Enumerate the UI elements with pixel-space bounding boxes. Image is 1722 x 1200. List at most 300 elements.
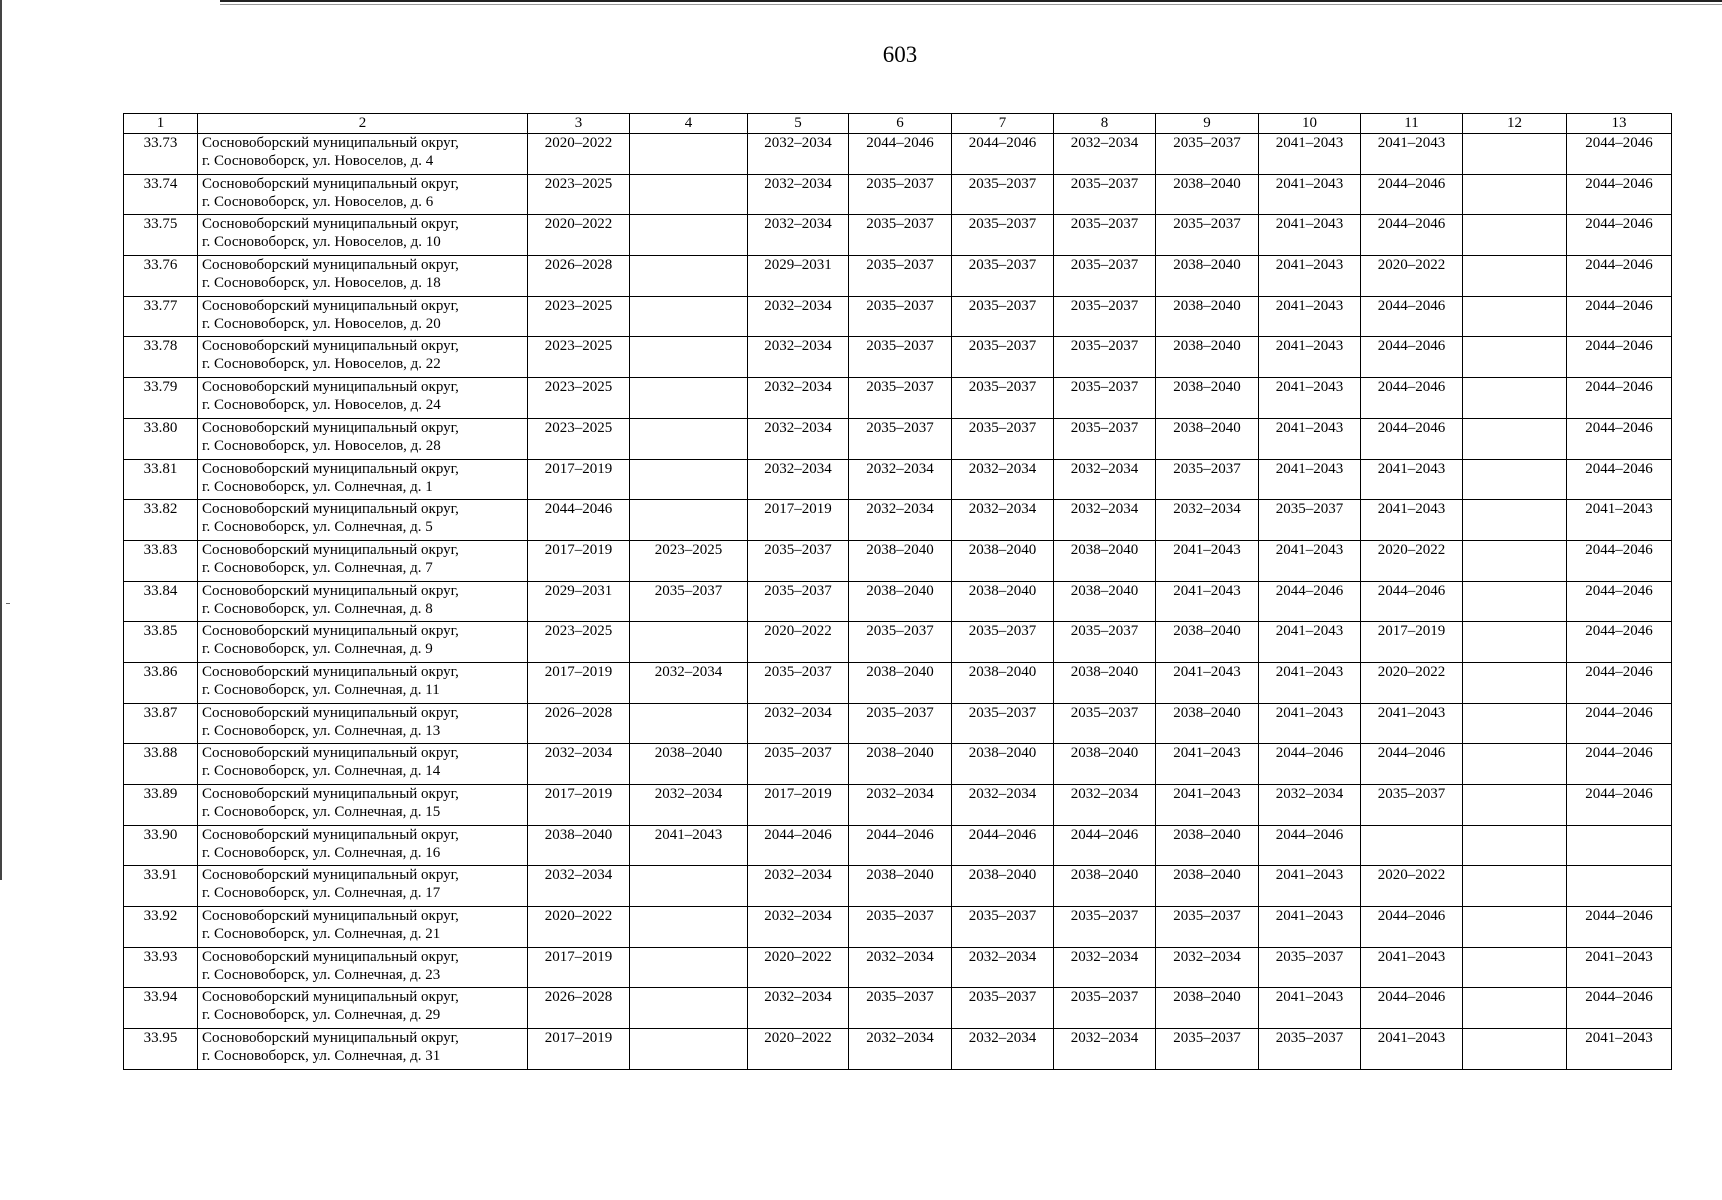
period-cell: 2020–2022 xyxy=(1361,866,1463,907)
address-district: Сосновоборский муниципальный округ, xyxy=(202,501,459,518)
period-cell: 2035–2037 xyxy=(849,215,952,256)
period-cell: 2038–2040 xyxy=(1156,296,1259,337)
period-cell: 2032–2034 xyxy=(748,907,849,948)
period-cell: 2035–2037 xyxy=(952,256,1054,297)
period-cell: 2038–2040 xyxy=(952,866,1054,907)
table-body xyxy=(124,134,1672,1070)
address-cell xyxy=(198,378,528,419)
period-cell: 2035–2037 xyxy=(952,988,1054,1029)
period-cell: 2017–2019 xyxy=(528,540,630,581)
period-cell: 2032–2034 xyxy=(748,459,849,500)
column-header: 6 xyxy=(849,114,952,134)
period-cell: 2041–2043 xyxy=(1156,744,1259,785)
address-district: Сосновоборский муниципальный округ, xyxy=(202,826,459,843)
period-cell: 2026–2028 xyxy=(528,988,630,1029)
address-district: Сосновоборский муниципальный округ, xyxy=(202,419,459,436)
period-cell xyxy=(1463,500,1567,541)
period-cell: 2035–2037 xyxy=(952,907,1054,948)
table-row xyxy=(124,866,1672,907)
period-cell: 2032–2034 xyxy=(1156,500,1259,541)
table-row xyxy=(124,337,1672,378)
address-cell xyxy=(198,174,528,215)
address-cell xyxy=(198,703,528,744)
period-cell: 2041–2043 xyxy=(1156,581,1259,622)
period-cell: 2035–2037 xyxy=(1361,785,1463,826)
address-district: Сосновоборский муниципальный округ, xyxy=(202,989,459,1006)
period-cell: 2041–2043 xyxy=(1361,703,1463,744)
period-cell xyxy=(1463,1029,1567,1070)
row-number: 33.83 xyxy=(124,540,198,581)
period-cell: 2032–2034 xyxy=(630,662,748,703)
period-cell: 2038–2040 xyxy=(849,581,952,622)
period-cell: 2038–2040 xyxy=(1156,866,1259,907)
period-cell: 2044–2046 xyxy=(1361,907,1463,948)
period-cell: 2044–2046 xyxy=(1567,418,1672,459)
period-cell: 2035–2037 xyxy=(1156,215,1259,256)
period-cell: 2032–2034 xyxy=(952,1029,1054,1070)
period-cell xyxy=(1463,662,1567,703)
period-cell: 2020–2022 xyxy=(1361,540,1463,581)
period-cell: 2035–2037 xyxy=(1054,337,1156,378)
address-cell xyxy=(198,418,528,459)
address-cell xyxy=(198,215,528,256)
period-cell xyxy=(1463,337,1567,378)
table-row xyxy=(124,134,1672,175)
period-cell xyxy=(1567,825,1672,866)
row-number: 33.82 xyxy=(124,500,198,541)
period-cell: 2041–2043 xyxy=(1361,1029,1463,1070)
period-cell: 2038–2040 xyxy=(1156,825,1259,866)
period-cell xyxy=(1463,378,1567,419)
period-cell: 2044–2046 xyxy=(952,134,1054,175)
period-cell xyxy=(630,988,748,1029)
period-cell: 2038–2040 xyxy=(1054,581,1156,622)
period-cell: 2023–2025 xyxy=(528,418,630,459)
table-row xyxy=(124,785,1672,826)
address-cell xyxy=(198,134,528,175)
column-header: 8 xyxy=(1054,114,1156,134)
column-header: 3 xyxy=(528,114,630,134)
period-cell: 2035–2037 xyxy=(1259,1029,1361,1070)
period-cell: 2035–2037 xyxy=(1259,947,1361,988)
period-cell: 2032–2034 xyxy=(1054,500,1156,541)
period-cell: 2041–2043 xyxy=(1259,866,1361,907)
address-cell xyxy=(198,500,528,541)
period-cell xyxy=(630,337,748,378)
table-row xyxy=(124,1029,1672,1070)
period-cell: 2035–2037 xyxy=(1054,296,1156,337)
period-cell: 2044–2046 xyxy=(849,825,952,866)
period-cell: 2035–2037 xyxy=(1054,622,1156,663)
period-cell: 2041–2043 xyxy=(1259,337,1361,378)
period-cell: 2017–2019 xyxy=(528,1029,630,1070)
period-cell: 2041–2043 xyxy=(1259,907,1361,948)
period-cell: 2035–2037 xyxy=(952,378,1054,419)
schedule-table xyxy=(123,113,1672,1070)
period-cell: 2041–2043 xyxy=(1259,296,1361,337)
period-cell xyxy=(1463,418,1567,459)
period-cell: 2044–2046 xyxy=(1567,662,1672,703)
period-cell: 2032–2034 xyxy=(849,947,952,988)
period-cell: 2038–2040 xyxy=(1156,337,1259,378)
period-cell xyxy=(630,174,748,215)
period-cell: 2035–2037 xyxy=(952,296,1054,337)
period-cell: 2044–2046 xyxy=(1567,215,1672,256)
address-district: Сосновоборский муниципальный округ, xyxy=(202,704,459,721)
period-cell: 2044–2046 xyxy=(1361,337,1463,378)
address-street: г. Сосновоборск, ул. Солнечная, д. 15 xyxy=(202,804,441,820)
period-cell: 2023–2025 xyxy=(528,378,630,419)
period-cell: 2023–2025 xyxy=(528,174,630,215)
period-cell xyxy=(1463,866,1567,907)
period-cell xyxy=(630,296,748,337)
period-cell: 2044–2046 xyxy=(1567,988,1672,1029)
row-number: 33.76 xyxy=(124,256,198,297)
period-cell: 2032–2034 xyxy=(748,988,849,1029)
period-cell: 2017–2019 xyxy=(528,459,630,500)
top-rule xyxy=(220,0,1722,2)
period-cell: 2044–2046 xyxy=(1259,581,1361,622)
address-district: Сосновоборский муниципальный округ, xyxy=(202,745,459,762)
period-cell: 2017–2019 xyxy=(528,785,630,826)
period-cell xyxy=(630,134,748,175)
address-district: Сосновоборский муниципальный округ, xyxy=(202,623,459,640)
period-cell: 2017–2019 xyxy=(748,500,849,541)
row-number: 33.79 xyxy=(124,378,198,419)
period-cell: 2044–2046 xyxy=(1361,988,1463,1029)
period-cell: 2032–2034 xyxy=(849,459,952,500)
address-district: Сосновоборский муниципальный округ, xyxy=(202,908,459,925)
period-cell xyxy=(1463,907,1567,948)
period-cell: 2035–2037 xyxy=(952,703,1054,744)
period-cell: 2032–2034 xyxy=(748,418,849,459)
address-cell xyxy=(198,662,528,703)
period-cell xyxy=(630,378,748,419)
period-cell xyxy=(1463,540,1567,581)
address-street: г. Сосновоборск, ул. Новоселов, д. 4 xyxy=(202,153,434,169)
period-cell: 2035–2037 xyxy=(1054,256,1156,297)
period-cell xyxy=(630,256,748,297)
address-district: Сосновоборский муниципальный округ, xyxy=(202,786,459,802)
row-number: 33.88 xyxy=(124,744,198,785)
column-header: 11 xyxy=(1361,114,1463,134)
period-cell xyxy=(1463,134,1567,175)
period-cell: 2041–2043 xyxy=(1259,622,1361,663)
column-header: 12 xyxy=(1463,114,1567,134)
address-district: Сосновоборский муниципальный округ, xyxy=(202,297,459,314)
scan-left-edge xyxy=(0,0,2,880)
period-cell: 2041–2043 xyxy=(1361,134,1463,175)
table-row xyxy=(124,418,1672,459)
row-number: 33.95 xyxy=(124,1029,198,1070)
period-cell: 2032–2034 xyxy=(849,785,952,826)
period-cell: 2032–2034 xyxy=(748,866,849,907)
period-cell: 2044–2046 xyxy=(1259,744,1361,785)
period-cell: 2038–2040 xyxy=(630,744,748,785)
period-cell: 2044–2046 xyxy=(1361,744,1463,785)
row-number: 33.86 xyxy=(124,662,198,703)
period-cell: 2044–2046 xyxy=(1567,540,1672,581)
page-number: 603 xyxy=(882,42,918,67)
period-cell: 2044–2046 xyxy=(1567,378,1672,419)
period-cell xyxy=(630,418,748,459)
period-cell: 2017–2019 xyxy=(1361,622,1463,663)
address-cell xyxy=(198,256,528,297)
period-cell: 2023–2025 xyxy=(528,296,630,337)
period-cell: 2035–2037 xyxy=(1054,215,1156,256)
address-street: г. Сосновоборск, ул. Солнечная, д. 7 xyxy=(202,559,433,576)
address-district: Сосновоборский муниципальный округ, xyxy=(202,257,459,274)
address-district: Сосновоборский муниципальный округ, xyxy=(202,867,459,884)
scan-mark xyxy=(6,603,10,604)
period-cell: 2032–2034 xyxy=(952,459,1054,500)
period-cell: 2038–2040 xyxy=(849,866,952,907)
period-cell: 2038–2040 xyxy=(1156,418,1259,459)
column-header: 7 xyxy=(952,114,1054,134)
period-cell xyxy=(630,947,748,988)
period-cell: 2044–2046 xyxy=(1361,215,1463,256)
period-cell: 2020–2022 xyxy=(528,134,630,175)
address-district: Сосновоборский муниципальный округ, xyxy=(202,379,459,396)
address-cell xyxy=(198,622,528,663)
row-number: 33.93 xyxy=(124,947,198,988)
table-row xyxy=(124,459,1672,500)
row-number: 33.91 xyxy=(124,866,198,907)
period-cell: 2032–2034 xyxy=(748,296,849,337)
address-street: г. Сосновоборск, ул. Солнечная, д. 8 xyxy=(202,600,433,617)
address-cell xyxy=(198,907,528,948)
table-row xyxy=(124,988,1672,1029)
period-cell: 2035–2037 xyxy=(1054,988,1156,1029)
address-cell xyxy=(198,825,528,866)
period-cell: 2032–2034 xyxy=(1156,947,1259,988)
period-cell: 2041–2043 xyxy=(1259,459,1361,500)
address-street: г. Сосновоборск, ул. Солнечная, д. 17 xyxy=(202,885,441,902)
table-row xyxy=(124,540,1672,581)
period-cell: 2035–2037 xyxy=(849,418,952,459)
table-row xyxy=(124,581,1672,622)
period-cell xyxy=(630,500,748,541)
address-street: г. Сосновоборск, ул. Солнечная, д. 1 xyxy=(202,478,433,495)
period-cell: 2044–2046 xyxy=(748,825,849,866)
address-district: Сосновоборский муниципальный округ, xyxy=(202,663,459,680)
period-cell: 2029–2031 xyxy=(748,256,849,297)
period-cell: 2041–2043 xyxy=(1567,1029,1672,1070)
address-district: Сосновоборский муниципальный округ, xyxy=(202,175,459,192)
period-cell: 2035–2037 xyxy=(849,622,952,663)
period-cell: 2041–2043 xyxy=(1259,540,1361,581)
period-cell: 2035–2037 xyxy=(849,296,952,337)
period-cell: 2041–2043 xyxy=(1259,215,1361,256)
period-cell: 2041–2043 xyxy=(1361,500,1463,541)
period-cell: 2023–2025 xyxy=(528,337,630,378)
address-district: Сосновоборский муниципальный округ, xyxy=(202,216,459,233)
column-header: 4 xyxy=(630,114,748,134)
address-street: г. Сосновоборск, ул. Солнечная, д. 16 xyxy=(202,844,441,861)
period-cell: 2035–2037 xyxy=(952,622,1054,663)
period-cell: 2041–2043 xyxy=(1259,662,1361,703)
period-cell: 2038–2040 xyxy=(952,662,1054,703)
address-street: г. Сосновоборск, ул. Новоселов, д. 18 xyxy=(202,275,441,292)
address-street: г. Сосновоборск, ул. Солнечная, д. 11 xyxy=(202,681,440,698)
period-cell xyxy=(1463,296,1567,337)
period-cell: 2035–2037 xyxy=(849,907,952,948)
period-cell xyxy=(630,1029,748,1070)
column-header: 2 xyxy=(198,114,528,134)
table-row xyxy=(124,947,1672,988)
address-district: Сосновоборский муниципальный округ, xyxy=(202,460,459,477)
table-row xyxy=(124,825,1672,866)
period-cell: 2035–2037 xyxy=(1156,1029,1259,1070)
period-cell: 2044–2046 xyxy=(1567,907,1672,948)
address-street: г. Сосновоборск, ул. Солнечная, д. 14 xyxy=(202,763,441,780)
period-cell: 2023–2025 xyxy=(630,540,748,581)
period-cell: 2041–2043 xyxy=(1259,418,1361,459)
period-cell: 2035–2037 xyxy=(1156,459,1259,500)
table-row xyxy=(124,174,1672,215)
address-cell xyxy=(198,1029,528,1070)
period-cell: 2035–2037 xyxy=(1054,174,1156,215)
address-street: г. Сосновоборск, ул. Солнечная, д. 9 xyxy=(202,641,433,658)
row-number: 33.75 xyxy=(124,215,198,256)
address-street: г. Сосновоборск, ул. Новоселов, д. 10 xyxy=(202,234,441,251)
period-cell: 2044–2046 xyxy=(1567,134,1672,175)
table-row xyxy=(124,378,1672,419)
period-cell: 2038–2040 xyxy=(528,825,630,866)
row-number: 33.90 xyxy=(124,825,198,866)
period-cell: 2032–2034 xyxy=(630,785,748,826)
period-cell: 2044–2046 xyxy=(849,134,952,175)
period-cell: 2035–2037 xyxy=(952,174,1054,215)
period-cell: 2020–2022 xyxy=(748,947,849,988)
period-cell: 2038–2040 xyxy=(952,581,1054,622)
column-header: 13 xyxy=(1567,114,1672,134)
period-cell: 2032–2034 xyxy=(748,703,849,744)
column-header: 5 xyxy=(748,114,849,134)
period-cell: 2035–2037 xyxy=(849,256,952,297)
period-cell: 2044–2046 xyxy=(1567,744,1672,785)
column-header: 9 xyxy=(1156,114,1259,134)
address-street: г. Сосновоборск, ул. Новоселов, д. 22 xyxy=(202,356,441,373)
period-cell: 2038–2040 xyxy=(1156,988,1259,1029)
table-row xyxy=(124,215,1672,256)
address-street: г. Сосновоборск, ул. Новоселов, д. 24 xyxy=(202,397,441,414)
period-cell: 2032–2034 xyxy=(1054,1029,1156,1070)
period-cell: 2035–2037 xyxy=(748,581,849,622)
period-cell xyxy=(630,215,748,256)
period-cell xyxy=(1463,459,1567,500)
period-cell: 2044–2046 xyxy=(1567,337,1672,378)
period-cell: 2032–2034 xyxy=(1054,459,1156,500)
period-cell: 2035–2037 xyxy=(849,703,952,744)
address-street: г. Сосновоборск, ул. Солнечная, д. 31 xyxy=(202,1048,441,1065)
table-row xyxy=(124,907,1672,948)
period-cell: 2041–2043 xyxy=(1156,662,1259,703)
period-cell: 2044–2046 xyxy=(1259,825,1361,866)
row-number: 33.74 xyxy=(124,174,198,215)
row-number: 33.80 xyxy=(124,418,198,459)
period-cell: 2035–2037 xyxy=(748,662,849,703)
address-street: г. Сосновоборск, ул. Новоселов, д. 20 xyxy=(202,315,441,332)
period-cell: 2038–2040 xyxy=(1156,378,1259,419)
period-cell: 2032–2034 xyxy=(528,744,630,785)
period-cell: 2041–2043 xyxy=(630,825,748,866)
period-cell xyxy=(1463,988,1567,1029)
period-cell xyxy=(630,703,748,744)
period-cell: 2035–2037 xyxy=(1156,134,1259,175)
period-cell: 2032–2034 xyxy=(952,947,1054,988)
period-cell: 2026–2028 xyxy=(528,256,630,297)
period-cell: 2041–2043 xyxy=(1156,785,1259,826)
period-cell xyxy=(1463,947,1567,988)
period-cell xyxy=(1463,825,1567,866)
table-row xyxy=(124,662,1672,703)
period-cell: 2041–2043 xyxy=(1259,988,1361,1029)
row-number: 33.89 xyxy=(124,785,198,826)
period-cell: 2035–2037 xyxy=(849,988,952,1029)
period-cell: 2044–2046 xyxy=(1567,459,1672,500)
column-number-row xyxy=(124,114,1672,134)
column-header: 10 xyxy=(1259,114,1361,134)
period-cell: 2032–2034 xyxy=(748,215,849,256)
period-cell: 2032–2034 xyxy=(1259,785,1361,826)
period-cell: 2044–2046 xyxy=(1054,825,1156,866)
period-cell: 2017–2019 xyxy=(528,947,630,988)
period-cell xyxy=(1463,744,1567,785)
row-number: 33.73 xyxy=(124,134,198,175)
period-cell: 2032–2034 xyxy=(849,500,952,541)
row-number: 33.85 xyxy=(124,622,198,663)
table-row xyxy=(124,622,1672,663)
period-cell: 2020–2022 xyxy=(1361,256,1463,297)
period-cell: 2044–2046 xyxy=(528,500,630,541)
period-cell: 2017–2019 xyxy=(748,785,849,826)
address-district: Сосновоборский муниципальный округ, xyxy=(202,541,459,558)
row-number: 33.84 xyxy=(124,581,198,622)
address-cell xyxy=(198,866,528,907)
period-cell: 2029–2031 xyxy=(528,581,630,622)
period-cell: 2032–2034 xyxy=(952,785,1054,826)
period-cell: 2020–2022 xyxy=(748,1029,849,1070)
address-cell xyxy=(198,988,528,1029)
address-cell xyxy=(198,744,528,785)
period-cell: 2035–2037 xyxy=(952,418,1054,459)
period-cell: 2044–2046 xyxy=(1567,703,1672,744)
row-number: 33.87 xyxy=(124,703,198,744)
period-cell: 2035–2037 xyxy=(849,337,952,378)
period-cell xyxy=(1463,785,1567,826)
row-number: 33.77 xyxy=(124,296,198,337)
period-cell: 2035–2037 xyxy=(748,744,849,785)
period-cell: 2038–2040 xyxy=(1156,703,1259,744)
address-street: г. Сосновоборск, ул. Солнечная, д. 21 xyxy=(202,926,441,943)
address-street: г. Сосновоборск, ул. Новоселов, д. 28 xyxy=(202,437,441,454)
period-cell: 2038–2040 xyxy=(849,744,952,785)
period-cell: 2017–2019 xyxy=(528,662,630,703)
period-cell: 2032–2034 xyxy=(528,866,630,907)
period-cell: 2032–2034 xyxy=(1054,785,1156,826)
period-cell: 2044–2046 xyxy=(1567,174,1672,215)
period-cell: 2041–2043 xyxy=(1361,459,1463,500)
address-district: Сосновоборский муниципальный округ, xyxy=(202,135,459,151)
period-cell: 2044–2046 xyxy=(1567,256,1672,297)
period-cell: 2038–2040 xyxy=(952,540,1054,581)
period-cell: 2020–2022 xyxy=(528,907,630,948)
address-cell xyxy=(198,581,528,622)
address-cell xyxy=(198,459,528,500)
address-cell xyxy=(198,947,528,988)
period-cell: 2044–2046 xyxy=(1567,785,1672,826)
